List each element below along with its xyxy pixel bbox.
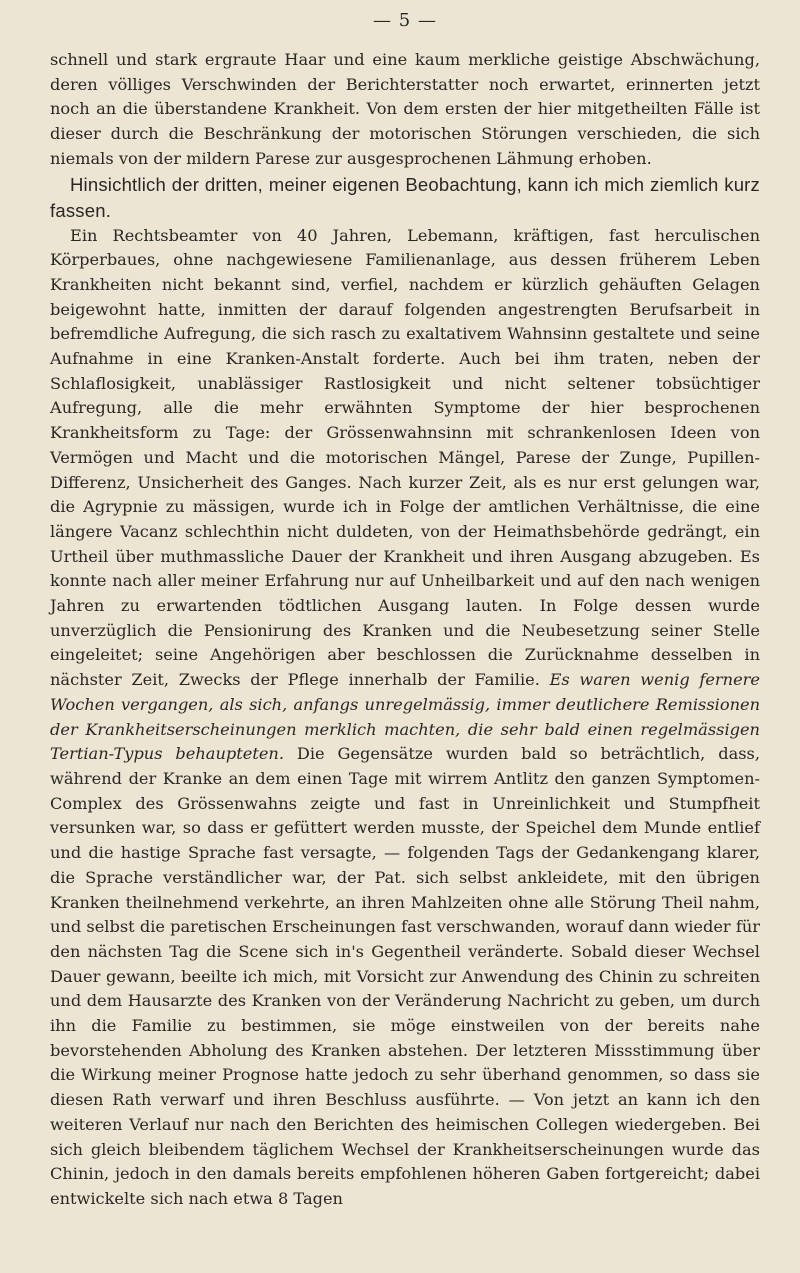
case-report-text: Ein Rechtsbeamter von 40 Jahren, Lebemann, kräftigen, fast herculischen Körperbaues, ohne nachgewiesene Familienanlage, aus dessen früherem Leben Krankheiten nicht bekannt sind, verfiel, nachdem er kürzlich gehäuften Gelagen beigewohnt hatte, inmitten der darauf folgenden angestrengten Berufsarbeit in befremdliche Aufregung, die sich rasch zu exaltativem Wahnsinn gestaltete und seine Aufnahme in eine Kranken-Anstalt forderte. Auch bei ihm traten, neben der Schlaflosigkeit, unablässiger Rastlosigkeit und nicht seltener tobsüchtiger Aufregung, alle die mehr erwähnten Symptome der hier besprochenen Krankheitsform zu Tage: der Grössenwahnsinn mit schrankenlosen Ideen von Vermögen und Macht und die motorischen Mängel, Parese der Zunge, Pupillen-Differenz, Unsicherheit des Ganges. Nach kurzer Zeit, als es nur erst gelungen war, die Agrypnie zu mässigen, wurde ich in Folge der amtlichen Verhältnisse, die eine längere Vacanz schlechthin nicht duldeten, von der Heimathsbehörde gedrängt, ein Urtheil über muthmassliche Dauer der Krankheit und ihren Ausgang abzugeben. Es konnte nach aller meiner Erfahrung nur auf Unheilbarkeit und auf den nach wenigen Jahren zu erwartenden tödtlichen Ausgang lauten. In Folge dessen wurde unverzüglich die Pensionirung des Kranken und die Neubesetzung seiner Stelle eingeleitet; seine Angehörigen aber beschlossen die Zurücknahme desselben in nächster Zeit, Zwecks der Pflege innerhalb der Familie. xyxy=(50,225,760,690)
case-report-text-continued: Die Gegensätze wurden bald so beträchtlich, dass, während der Kranke an dem einen Tage mit wirrem Antlitz den ganzen Symptomen-Complex des Grössenwahns zeigte und fast in Unreinlichkeit und Stumpfheit versunken war, so dass er gefüttert werden musste, der Speichel dem Munde entlief und die hastige Sprache fast versagte, — folgenden Tags der Gedankengang klarer, die Sprache verständlicher war, der Pat. sich selbst ankleidete, mit den übrigen Kranken theilnehmend verkehrte, an ihren Mahlzeiten ohne alle Störung Theil nahm, und selbst die paretischen Erscheinungen fast verschwanden, worauf dann wieder für den nächsten Tag die Scene sich in's Gegentheil veränderte. Sobald dieser Wechsel Dauer gewann, beeilte ich mich, mit Vorsicht zur Anwendung des Chinin zu schreiten und dem Hausarzte des Kranken von der Veränderung Nachricht zu geben, um durch ihn die Familie zu bestimmen, sie möge einstweilen von der bereits nahe bevorstehenden Abholung des Kranken abstehen. Der letzteren Missstimmung über die Wirkung meiner Prognose hatte jedoch zu sehr überhand genommen, so dass sie diesen Rath verwarf und ihren Beschluss ausführte. — Von jetzt an kann ich den weiteren Verlauf nur nach den Berichten des heimischen Collegen wiedergeben. Bei sich gleich bleibendem täglichem Wechsel der Krankheitserscheinungen wurde das Chinin, jedoch in den damals bereits empfohlenen höheren Gaben fortgereicht; dabei entwickelte sich nach etwa 8 Tagen xyxy=(50,744,760,1208)
emphasized-passage: Es waren wenig fernere Wochen vergangen, als sich, anfangs unregelmässig, immer deutlichere Remissionen der Krankheitserscheinungen merklich machten, die sehr bald einen regelmässigen Tertian-Typus behaupteten. xyxy=(50,670,760,764)
body-text xyxy=(50,48,760,1212)
paragraph-continuation: schnell und stark ergraute Haar und eine kaum merkliche geistige Abschwächung, deren völliges Verschwinden der Berichterstatter noch erwartet, erinnerten jetzt noch an die überstandene Krankheit. Von dem ersten der hier mitgetheilten Fälle ist dieser durch die Beschränkung der motorischen Störungen verschieden, die sich niemals von der mildern Parese zur ausgesprochenen Lähmung erhoben. xyxy=(50,50,760,168)
page-number: — 5 — xyxy=(373,10,437,31)
section-lead: Hinsichtlich der dritten, meiner eigenen Beobachtung, kann ich mich ziemlich kurz fassen. xyxy=(50,173,760,221)
case-report-paragraph xyxy=(50,224,760,1212)
